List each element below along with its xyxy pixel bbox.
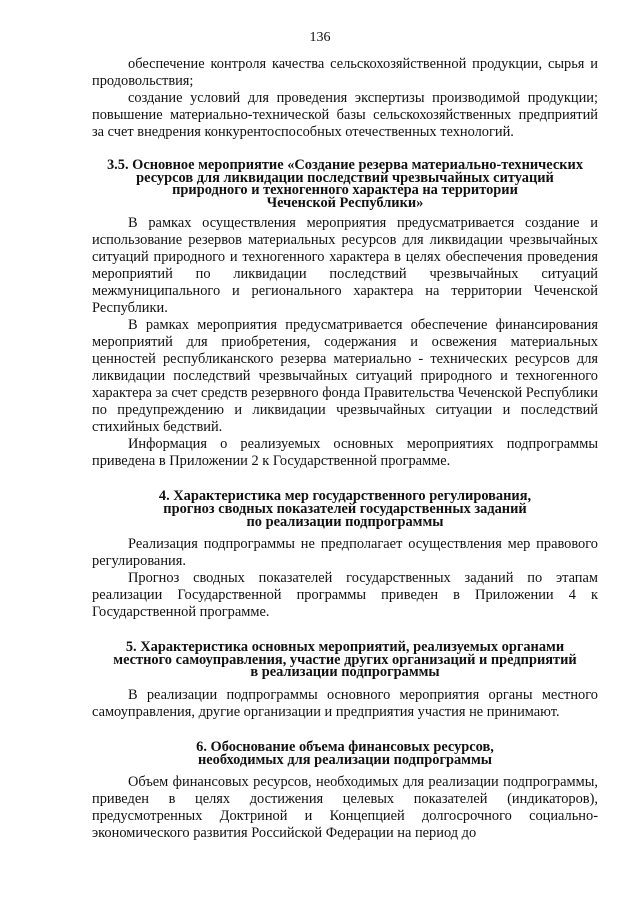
- heading-line: в реализации подпрограммы: [250, 664, 440, 681]
- section-heading-3-5: [92, 159, 598, 209]
- section-4-paragraph: Прогноз сводных показателей государственных заданий по этапам реализации Государственной программы приведен в Приложении 4 к Государственной программе.: [92, 570, 598, 621]
- section-5-paragraph: В реализации подпрограммы основного мероприятия органы местного самоуправления, другие организации и предприятия участия не принимают.: [92, 686, 598, 720]
- page-number: 136: [309, 30, 331, 45]
- intro-paragraph: обеспечение контроля качества сельскохозяйственной продукции, сырья и продовольствия;: [92, 56, 598, 89]
- section-heading-4: [92, 490, 598, 528]
- heading-line: 4. Характеристика мер государственного регулирования,: [158, 488, 532, 505]
- section-heading-5: [92, 641, 598, 679]
- intro-paragraph: создание условий для проведения экспертизы производимой продукции; повышение материально-технической базы сельскохозяйственных предприятий за счет внедрения конкурентоспособных отечественных технологий.: [92, 90, 598, 140]
- section-3-5-paragraph: В рамках осуществления мероприятия предусматривается создание и использование резервов материальных ресурсов для ликвидации чрезвычайных ситуаций природного и техногенного характера в целях обеспечения проведения мероприятий по ликвидации последствий чрезвычайных ситуаций межмуниципального и регионального характера на территории Чеченской Республики.: [92, 215, 598, 317]
- heading-line: необходимых для реализации подпрограммы: [197, 751, 493, 768]
- section-6-paragraph: Объем финансовых ресурсов, необходимых для реализации подпрограммы, приведен в целях достижения целевых показателей (индикаторов), предусмотренных Доктриной и Концепцией долгосрочного социально-экономического развития Российской Федерации на период до: [92, 774, 598, 842]
- heading-line: 5. Характеристика основных мероприятий, реализуемых органами: [125, 639, 565, 656]
- heading-line: Чеченской Республики»: [266, 194, 424, 211]
- heading-line: по реализации подпрограммы: [246, 513, 444, 530]
- heading-line: 6. Обоснование объема финансовых ресурсов,: [196, 738, 494, 755]
- section-3-5-paragraph: Информация о реализуемых основных мероприятиях подпрограммы приведена в Приложении 2 к Государственной программе.: [92, 436, 598, 470]
- section-heading-6: [92, 738, 598, 768]
- section-3-5-paragraph: В рамках мероприятия предусматривается обеспечение финансирования мероприятий для приобретения, содержания и освежения материальных ценностей республиканского резерва материально - технических ресурсов для ликвидации последствий чрезвычайных ситуаций природного и техногенного характера за счет средств резервного фонда Правительства Чеченской Республики по предупреждению и ликвидации чрезвычайных ситуации и последствий стихийных бедствий.: [92, 317, 598, 436]
- heading-line: прогноз сводных показателей государственных заданий: [163, 500, 527, 517]
- heading-line: 3.5. Основное мероприятие «Создание резерва материально-технических: [106, 157, 584, 173]
- heading-line: местного самоуправления, участие других организаций и предприятий: [113, 651, 577, 668]
- page-body: [92, 56, 598, 842]
- heading-line: природного и техногенного характера на территории: [172, 182, 518, 199]
- section-4-paragraph: Реализация подпрограммы не предполагает осуществления мер правового регулирования.: [92, 536, 598, 570]
- heading-line: ресурсов для ликвидации последствий чрезвычайных ситуаций: [136, 169, 554, 186]
